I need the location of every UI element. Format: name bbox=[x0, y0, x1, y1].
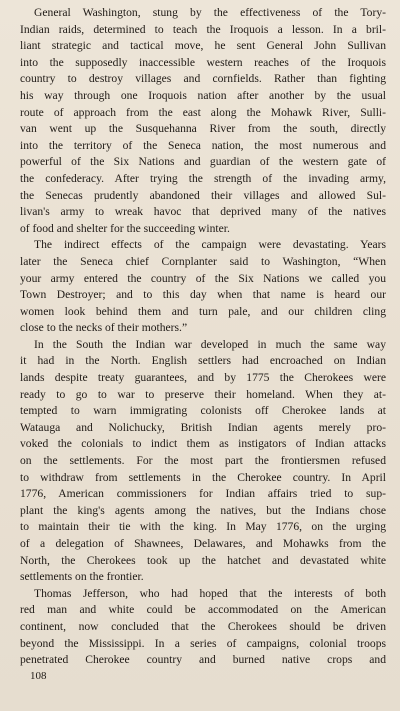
text-line: into the supposedly inaccessible western reaches of the Iroquois bbox=[20, 55, 386, 69]
text-line: Indian raids, determined to teach the Iroquois a lesson. In a bril- bbox=[20, 22, 386, 36]
text-line: settlements on the frontier. bbox=[20, 570, 144, 584]
text-line: penetrated Cherokee country and burned native crops and bbox=[20, 653, 386, 667]
text-line: Town Destroyer; and to this day when that name is heard our bbox=[20, 288, 386, 302]
text-line: his way through one Iroquois nation after another by the usual bbox=[20, 88, 386, 102]
text-line: Thomas Jefferson, who had hoped that the interests of both bbox=[34, 586, 386, 600]
text-line: of a delegation of Shawnees, Delawares, and Mohawks from the bbox=[20, 537, 386, 550]
text-line: tempted to warn immigrating colonists off Cherokee lands at bbox=[20, 404, 386, 418]
text-line: close to the necks of their mothers.” bbox=[20, 321, 188, 335]
text-line: van went up the Susquehanna River from the south, directly bbox=[20, 122, 386, 136]
text-line: later the Seneca chief Cornplanter said to Washington, “When bbox=[20, 254, 386, 268]
text-line: the Senecas prudently abandoned their villages and allowed Sul- bbox=[20, 188, 386, 202]
text-line: liant strategic and tactical move, he sent General John Sullivan bbox=[20, 39, 386, 53]
text-line: your army entered the country of the Six Nations we called you bbox=[20, 271, 386, 285]
text-line: red man and white could be accommodated on the American bbox=[20, 603, 386, 617]
text-line: into the territory of the Seneca nation, the most numerous and bbox=[20, 138, 386, 152]
text-line: of food and shelter for the succeeding winter. bbox=[20, 221, 230, 235]
text-line: livan's army to wreak havoc that deprived many of the natives bbox=[20, 205, 386, 219]
page-number: 108 bbox=[30, 670, 47, 682]
text-line: women look behind them and turn pale, and our children cling bbox=[20, 304, 386, 318]
text-line: it had in the North. English settlers had encroached on Indian bbox=[20, 354, 386, 368]
text-line: powerful of the Six Nations and guardian of the western gate of bbox=[20, 155, 386, 169]
text-line: route of approach from the east along the Mohawk River, Sulli- bbox=[20, 105, 386, 119]
text-line: General Washington, stung by the effectiveness of the Tory- bbox=[34, 6, 386, 19]
paragraph bbox=[20, 237, 386, 337]
text-line: North, the Cherokees took up the hatchet and devastated white bbox=[20, 553, 386, 567]
text-line: In the South the Indian war developed in much the same way bbox=[34, 337, 386, 351]
text-line: to withdraw from settlements in the Cherokee country. In April bbox=[20, 470, 386, 484]
paragraph bbox=[20, 586, 386, 669]
text-line: beyond the Mississippi. In a series of campaigns, colonial troops bbox=[20, 636, 386, 650]
paragraph bbox=[20, 5, 386, 237]
text-line: ready to go to war to preserve their homeland. When they at- bbox=[20, 387, 386, 401]
text-line: continent, now concluded that the Cherokees should be driven bbox=[20, 619, 386, 633]
body-text bbox=[20, 5, 386, 669]
text-line: lands despite treaty guarantees, and by 1775 the Cherokees were bbox=[20, 371, 386, 385]
text-line: voked the colonials to indict them as instigators of Indian attacks bbox=[20, 437, 386, 451]
text-line: country to destroy villages and cornfields. Rather than fighting bbox=[20, 72, 386, 86]
text-line: Watauga and Nolichucky, British Indian agents merely pro- bbox=[20, 420, 386, 434]
text-line: plant the king's agents among the natives, but the Indians chose bbox=[20, 503, 386, 517]
text-line: the confederacy. After trying the strength of the invading army, bbox=[20, 171, 386, 185]
paragraph bbox=[20, 337, 386, 586]
text-line: 1776, American commissioners for Indian affairs tried to sup- bbox=[20, 487, 386, 501]
text-line: on the settlements. For the most part the frontiersmen refused bbox=[20, 454, 386, 468]
text-line: to maintain their tie with the king. In May 1776, on the urging bbox=[20, 520, 386, 534]
text-line: The indirect effects of the campaign were devastating. Years bbox=[34, 238, 386, 252]
